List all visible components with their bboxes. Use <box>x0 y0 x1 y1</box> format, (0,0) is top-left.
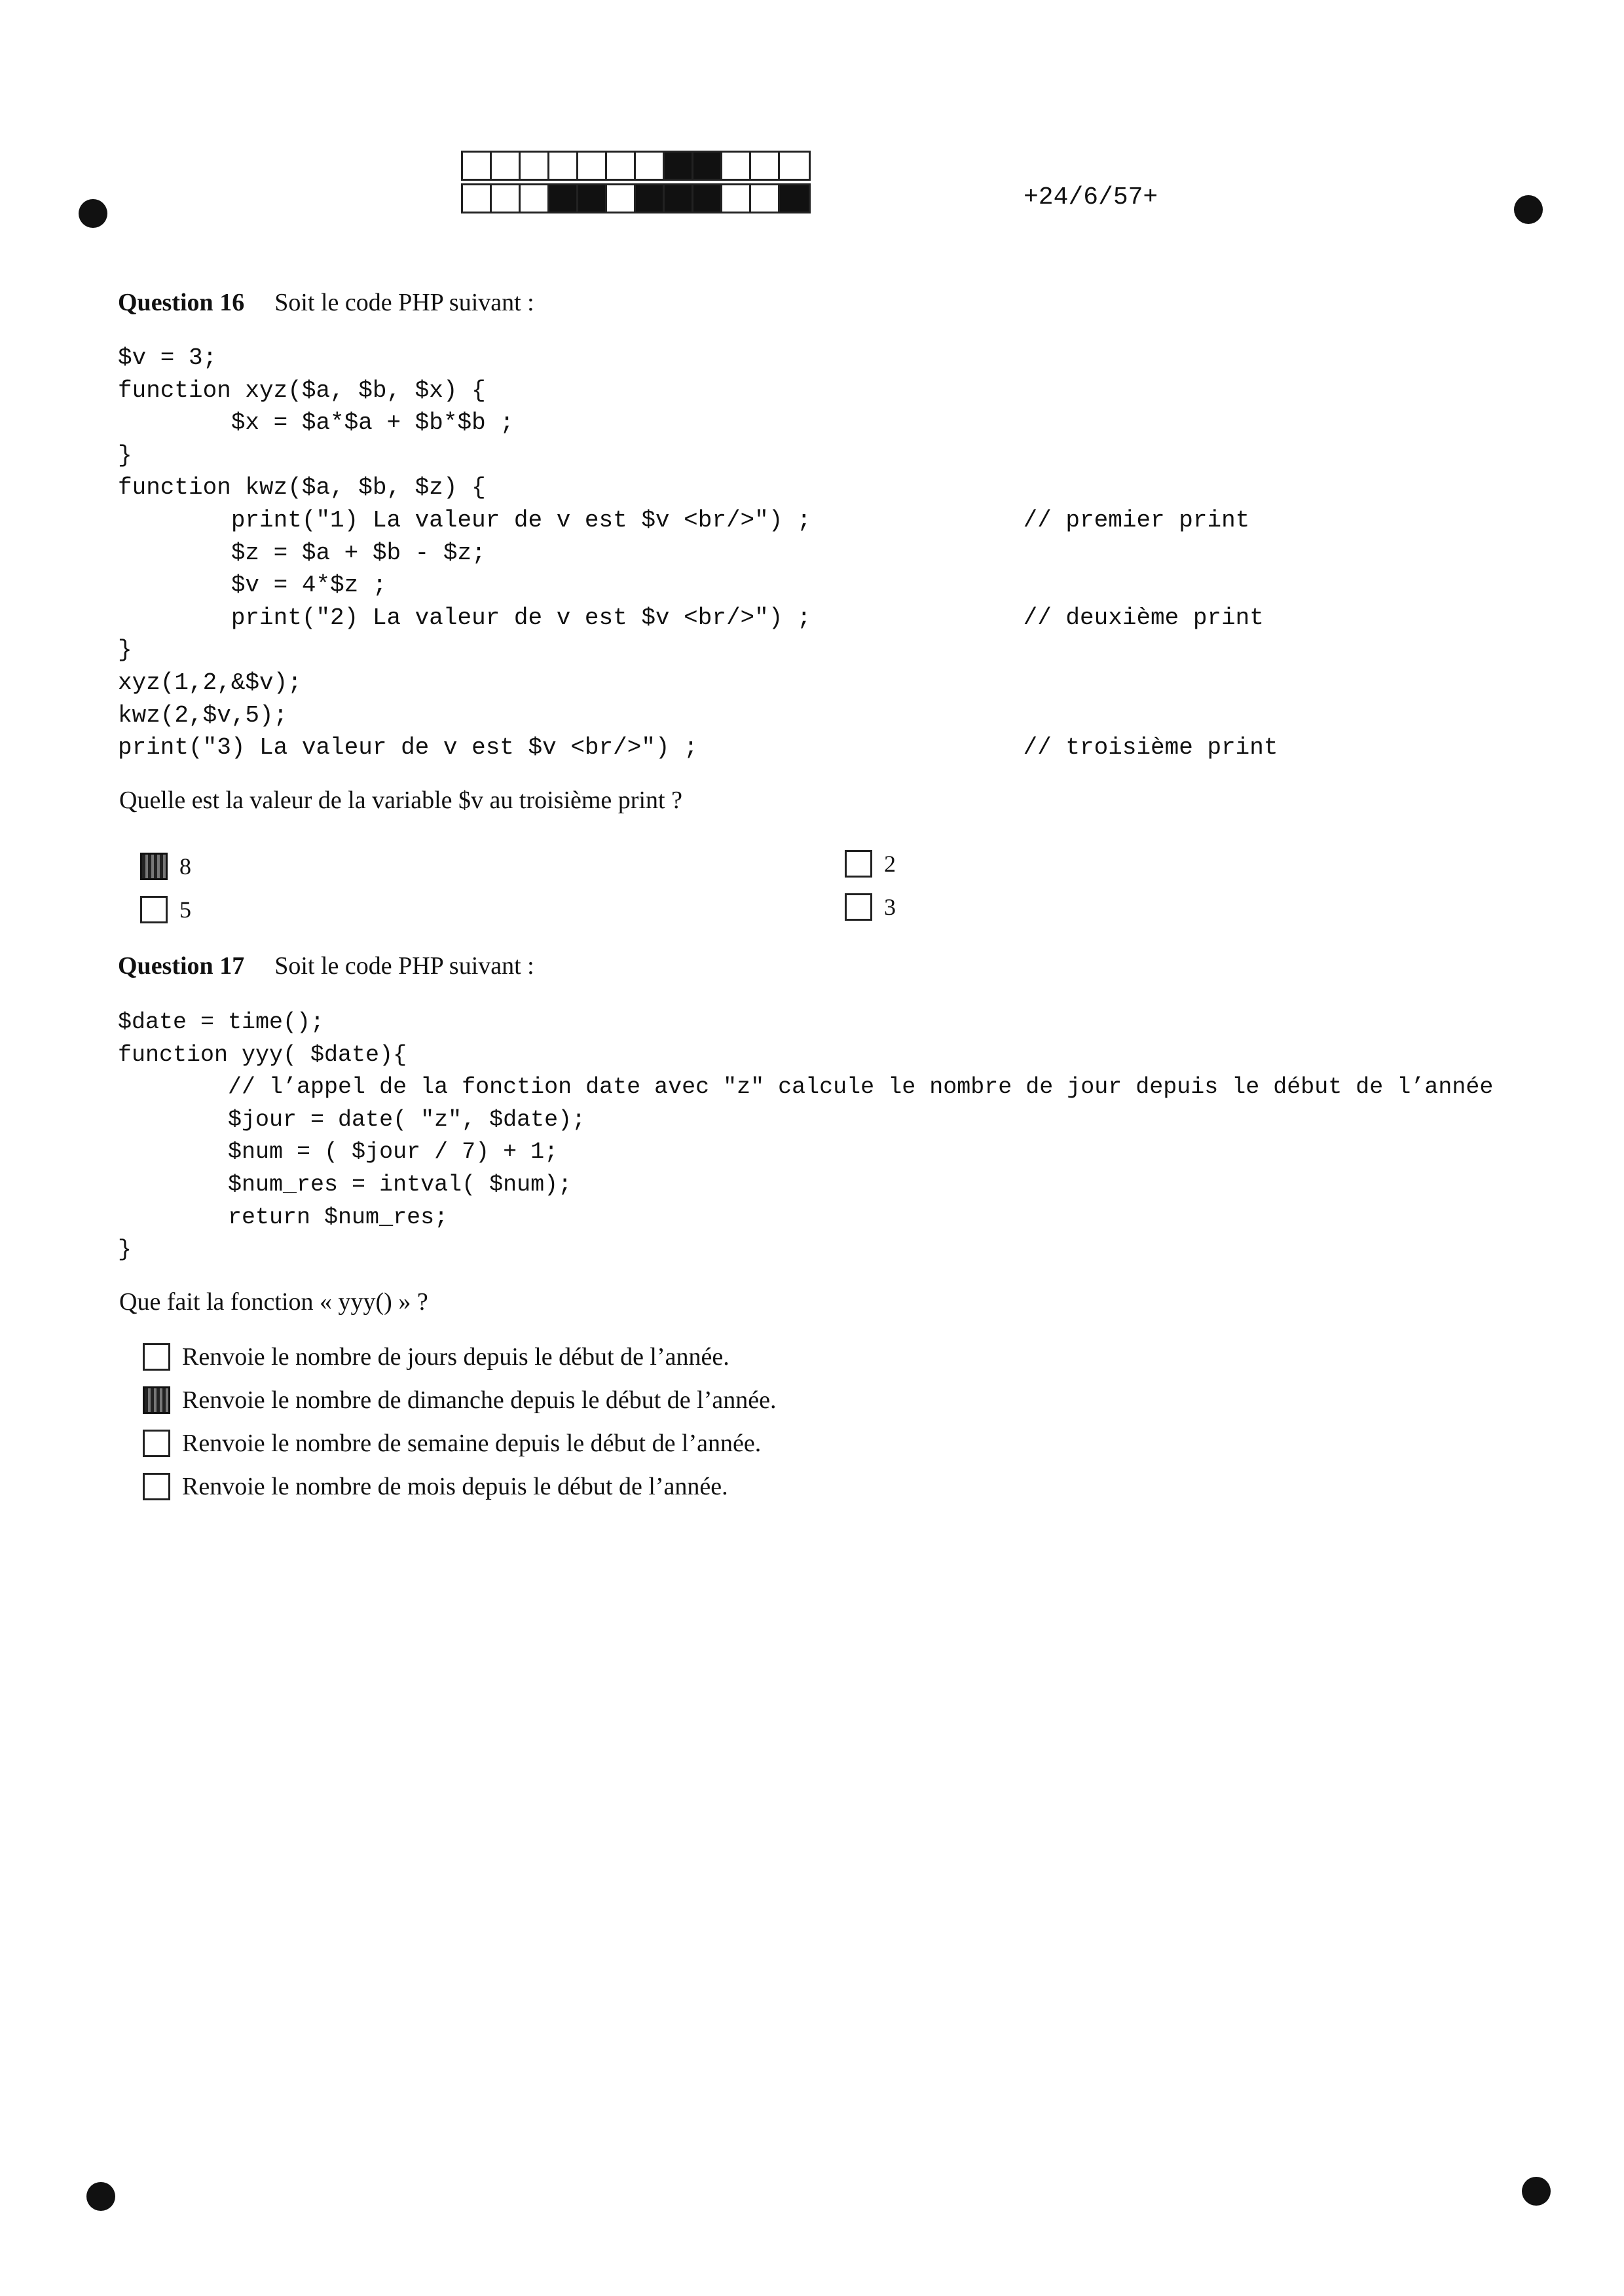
barcode-cell <box>693 153 722 179</box>
barcode-cell <box>607 153 636 179</box>
barcode-cell <box>578 185 607 212</box>
corner-mark-bottom-left <box>86 2182 115 2211</box>
page-id: +24/6/57+ <box>1024 183 1158 212</box>
barcode-cell <box>492 185 521 212</box>
barcode-cell <box>463 153 492 179</box>
barcode-cell <box>492 153 521 179</box>
barcode-cell <box>751 153 780 179</box>
barcode-cell <box>578 153 607 179</box>
question-intro: Soit le code PHP suivant : <box>274 289 534 316</box>
answer-q17-mois[interactable] <box>143 1472 728 1501</box>
answer-label: Renvoie le nombre de jours depuis le début de l’année. <box>182 1343 729 1371</box>
question-number: Question 17 <box>118 952 245 980</box>
checkbox[interactable] <box>143 1343 170 1371</box>
checkbox[interactable] <box>140 896 168 923</box>
barcode-cell <box>722 185 751 212</box>
answer-label: Renvoie le nombre de semaine depuis le début de l’année. <box>182 1430 762 1457</box>
barcode-cell <box>693 185 722 212</box>
barcode-cell <box>780 185 809 212</box>
barcode-cell <box>636 185 665 212</box>
barcode-cell <box>722 153 751 179</box>
barcode-cell <box>549 153 578 179</box>
question-17-header <box>118 952 534 980</box>
barcode-row <box>461 151 811 181</box>
checkbox[interactable] <box>140 853 168 880</box>
checkbox[interactable] <box>143 1386 170 1414</box>
barcode-cell <box>665 153 693 179</box>
answer-label: Renvoie le nombre de mois depuis le début de l’année. <box>182 1473 728 1500</box>
question-16-text: Quelle est la valeur de la variable $v au troisième print ? <box>119 787 682 814</box>
checkbox[interactable] <box>143 1430 170 1457</box>
barcode-cell <box>463 185 492 212</box>
answer-label: 5 <box>179 897 191 923</box>
code-block-q16: $v = 3; function xyz($a, $b, $x) { $x = $a*$a + $b*$b ; } function kwz($a, $b, $z) { print("1) La valeur de v est $v <br/>") ; // premier print $z = $a + $b - $z; $v = 4*$z ; print("2) La valeur de v est $v <br/>") ; // deuxième print } xyz(1,2,&$v); kwz(2,$v,5); print("3) La valeur de v est $v <br/>") ; // troisième print <box>118 344 1278 762</box>
question-16-header <box>118 288 534 317</box>
corner-mark-bottom-right <box>1522 2177 1551 2206</box>
checkbox[interactable] <box>143 1473 170 1500</box>
question-17-text: Que fait la fonction « yyy() » ? <box>119 1288 428 1316</box>
barcode-cell <box>521 153 549 179</box>
answer-q17-semaine[interactable] <box>143 1429 761 1458</box>
answer-label: 2 <box>884 851 896 877</box>
barcode-cell <box>780 153 809 179</box>
answer-q17-dimanche[interactable] <box>143 1386 776 1415</box>
code-block-q17: $date = time(); function yyy( $date){ // l’appel de la fonction date avec "z" calcule le nombre de jour depuis le début de l’année $jour = date( "z", $date); $num = ( $jour / 7) + 1; $num_res = intval( $num); return $num_res; } <box>118 1009 1494 1263</box>
answer-label: 8 <box>179 853 191 880</box>
answer-q16-2[interactable] <box>845 850 896 878</box>
answer-label: 3 <box>884 894 896 920</box>
barcode-cell <box>751 185 780 212</box>
checkbox[interactable] <box>845 893 872 921</box>
checkbox[interactable] <box>845 850 872 878</box>
barcode-cell <box>607 185 636 212</box>
answer-q16-8[interactable] <box>140 853 191 880</box>
barcode-cell <box>665 185 693 212</box>
barcode-row <box>461 183 811 213</box>
barcode-cell <box>521 185 549 212</box>
corner-mark-top-right <box>1514 195 1543 224</box>
question-number: Question 16 <box>118 289 245 316</box>
answer-q16-5[interactable] <box>140 896 191 923</box>
barcode-cell <box>549 185 578 212</box>
answer-label: Renvoie le nombre de dimanche depuis le début de l’année. <box>182 1386 777 1414</box>
barcode-cell <box>636 153 665 179</box>
corner-mark-top-left <box>79 199 107 228</box>
answer-q16-3[interactable] <box>845 893 896 921</box>
question-intro: Soit le code PHP suivant : <box>274 952 534 980</box>
answer-q17-jours[interactable] <box>143 1342 729 1371</box>
